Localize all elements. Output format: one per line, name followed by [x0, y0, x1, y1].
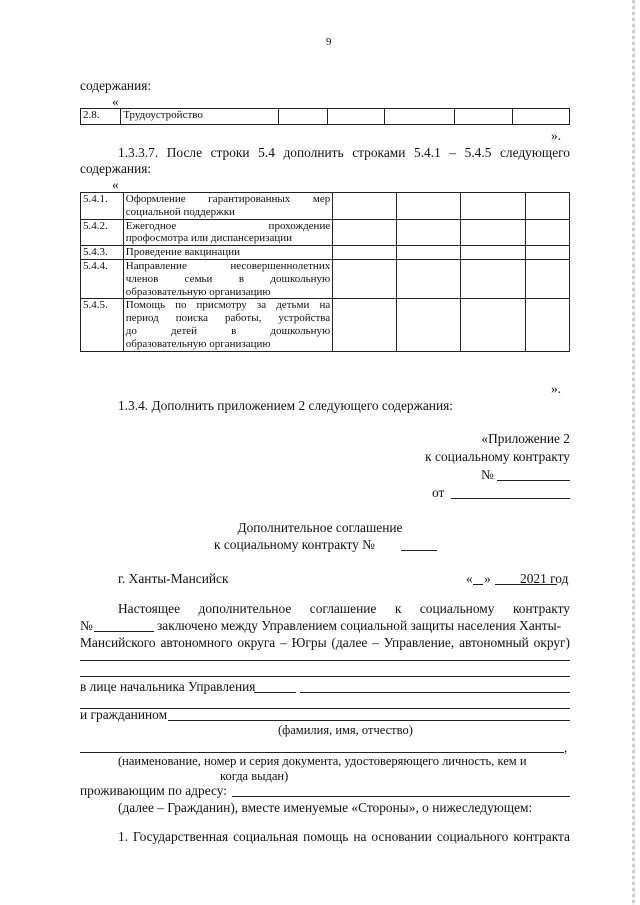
row-number: 5.4.5. [81, 299, 124, 351]
appendix-date-blank [451, 498, 570, 499]
date-day-blank [473, 584, 483, 585]
empty-cell [397, 299, 461, 351]
empty-cell [461, 246, 525, 260]
row-number: 5.4.1. [81, 193, 124, 220]
table-row-2-8 [80, 108, 570, 125]
date-quote-open: « [466, 571, 473, 586]
document-note-2: когда выдан) [220, 769, 289, 783]
face-blank [300, 692, 570, 693]
table-row [81, 299, 570, 351]
document-note-1: (наименование, номер и серия документа, удостоверяющего личность, кем и [118, 754, 527, 768]
empty-cell [327, 109, 384, 125]
table-row [81, 259, 570, 298]
parties-line: (далее – Гражданин), вместе именуемые «Стороны», о нижеследующем: [118, 800, 533, 815]
row-number: 5.4.3. [81, 246, 124, 260]
address-blank [232, 796, 570, 797]
blank-line [80, 660, 570, 661]
address-label: проживающим по адресу: [80, 783, 227, 798]
table-row [81, 193, 570, 220]
date-quote-close: » [484, 571, 491, 586]
body-line-1: Настоящее дополнительное соглашение к социальному контракту [118, 601, 570, 616]
empty-cell [333, 259, 397, 298]
empty-cell [397, 219, 461, 246]
appendix-date-label: от [432, 485, 445, 500]
empty-cell [525, 246, 569, 260]
appendix-number-label: № [481, 467, 494, 482]
empty-cell [333, 219, 397, 246]
empty-cell [525, 193, 569, 220]
body-line-2: заключено между Управлением социальной защиты населения Ханты- [157, 618, 562, 633]
empty-cell [397, 193, 461, 220]
quote-close-2: ». [551, 381, 562, 396]
empty-cell [461, 193, 525, 220]
empty-cell [525, 219, 569, 246]
body-number-blank [94, 631, 154, 632]
empty-cell [525, 259, 569, 298]
clause-1: 1. Государственная социальная помощь на основании социального контракта [118, 829, 570, 844]
city: г. Ханты-Мансийск [118, 571, 229, 586]
empty-cell [333, 246, 397, 260]
empty-cell [461, 299, 525, 351]
row-number: 2.8. [81, 109, 121, 125]
citizen-label: и гражданином [80, 707, 168, 722]
body-line-3: Мансийского автономного округа – Югры (далее – Управление, автономный округ) [80, 635, 570, 650]
row-number: 5.4.4. [81, 259, 124, 298]
face-label: в лице начальника Управления [80, 679, 256, 694]
empty-cell [279, 109, 328, 125]
fio-note: (фамилия, имя, отчество) [278, 723, 413, 737]
table-rows-5-4 [80, 192, 570, 352]
face-short-blank [254, 692, 296, 693]
table-row [81, 219, 570, 246]
paragraph-1-3-3-7-line2: содержания: [80, 161, 152, 176]
page-number: 9 [326, 36, 332, 48]
document-blank [80, 752, 564, 753]
paragraph-1-3-4: 1.3.4. Дополнить приложением 2 следующего содержания: [118, 398, 454, 413]
row-label: Помощь по присмотру за детьми на период поиска работы, устройства до детей в дошкольную образовательную организацию [123, 299, 332, 351]
contract-number-blank [401, 550, 437, 551]
empty-cell [512, 109, 569, 125]
empty-cell [397, 246, 461, 260]
empty-cell [385, 109, 455, 125]
appendix-number-blank [497, 480, 570, 481]
empty-cell [397, 259, 461, 298]
row-label: Трудоустройство [121, 109, 279, 125]
paragraph-1-3-3-7-line1: 1.3.3.7. После строки 5.4 дополнить строками 5.4.1 – 5.4.5 следующего [118, 145, 570, 160]
table-row [81, 246, 570, 260]
empty-cell [525, 299, 569, 351]
citizen-blank [168, 720, 570, 721]
agreement-title: Дополнительное соглашение [237, 520, 403, 535]
intro-word: содержания: [80, 78, 152, 93]
row-number: 5.4.2. [81, 219, 124, 246]
empty-cell [333, 193, 397, 220]
scan-edge-line [632, 0, 635, 905]
document-comma: , [564, 740, 568, 755]
row-label: Проведение вакцинации [123, 246, 332, 260]
appendix-subtitle: к социальному контракту [425, 449, 570, 464]
appendix-title: «Приложение 2 [481, 431, 570, 446]
blank-line [80, 676, 570, 677]
row-label: Ежегодное прохождение профосмотра или диспансеризации [123, 219, 332, 246]
agreement-subtitle: к социальному контракту № [214, 537, 375, 552]
quote-open-2: « [112, 177, 119, 192]
quote-close-1: ». [551, 128, 562, 143]
empty-cell [333, 299, 397, 351]
date-year: 2021 год [520, 571, 569, 586]
row-label: Оформление гарантированных мер социальной поддержки [123, 193, 332, 220]
body-number-label: № [80, 618, 93, 633]
quote-open-1: « [112, 94, 119, 109]
empty-cell [461, 219, 525, 246]
row-label: Направление несовершеннолетних членов семьи в дошкольную образовательную организацию [123, 259, 332, 298]
empty-cell [461, 259, 525, 298]
empty-cell [455, 109, 512, 125]
